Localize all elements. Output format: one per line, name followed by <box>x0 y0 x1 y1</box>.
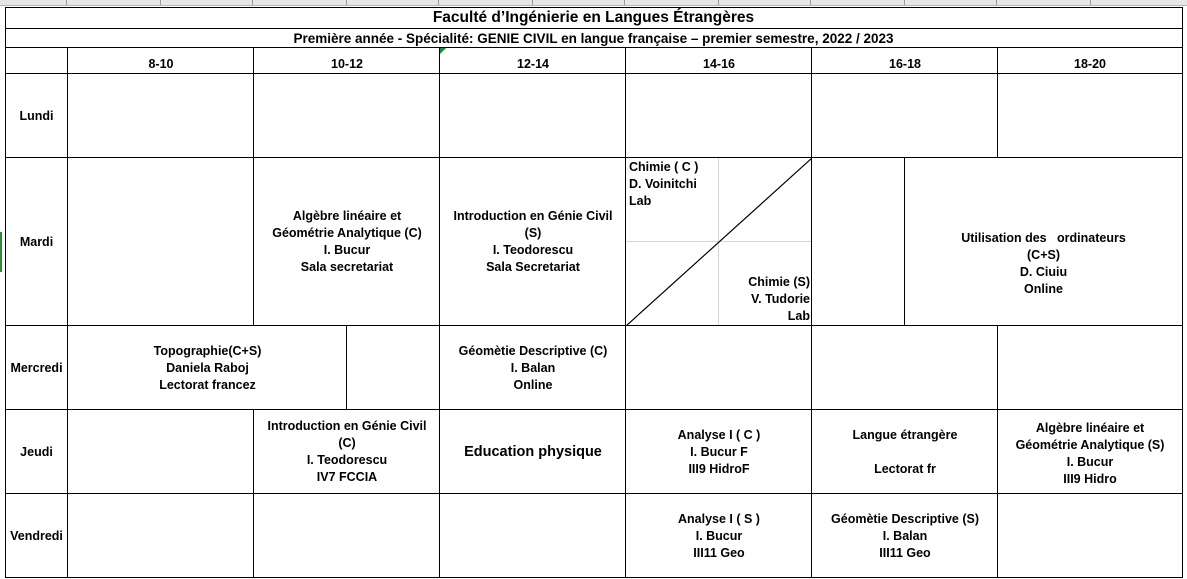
course-title: Introduction en Génie Civil <box>267 419 427 433</box>
grid-line <box>5 73 1183 74</box>
course-title: Géométrie Analytique (C) <box>272 226 422 240</box>
course-vendredi-analyse <box>626 494 812 578</box>
time-slot-label: 14-16 <box>703 56 735 71</box>
course-mercredi-topographie <box>68 326 347 410</box>
course-title: Topographie(C+S) <box>153 343 262 358</box>
course-teacher: I. Bucur <box>323 243 371 257</box>
course-title: Chimie (S) <box>748 275 810 289</box>
course-room: IV7 FCCIA <box>316 470 378 484</box>
course-jeudi-education <box>440 410 626 494</box>
diagonal-split-line <box>626 158 812 326</box>
time-slot-header <box>812 54 998 74</box>
course-teacher: I. Balan <box>510 360 556 375</box>
course-title: Géométrie Analytique (S) <box>1015 438 1165 452</box>
grid-line <box>625 47 626 578</box>
course-room: Lectorat francez <box>159 377 256 392</box>
course-teacher: I. Teodorescu <box>306 453 388 467</box>
time-slot-header <box>626 54 812 74</box>
page-title-text: Faculté d’Ingénierie en Langues Étrangères <box>432 9 755 26</box>
page-subtitle-text: Première année - Spécialité: GENIE CIVIL en langue française – premier semestre, 2022 / 2023 <box>293 30 894 46</box>
time-slot-header <box>68 54 254 74</box>
grid-line <box>253 409 254 578</box>
day-label-text: Jeudi <box>20 444 53 459</box>
time-slot-header <box>254 54 440 74</box>
course-teacher: I. Bucur <box>1066 455 1114 469</box>
grid-line <box>346 325 347 410</box>
time-slot-label: 16-18 <box>889 56 921 71</box>
time-slot-label: 18-20 <box>1074 56 1106 71</box>
day-label-text: Mardi <box>19 234 54 249</box>
course-jeudi-algebre <box>998 410 1182 494</box>
day-label-mardi <box>5 158 68 326</box>
course-jeudi-intro <box>254 410 440 494</box>
day-label-mercredi <box>5 326 68 410</box>
course-mardi-intro <box>440 158 626 326</box>
course-title: Algèbre linéaire et <box>1035 421 1145 435</box>
selection-indicator <box>0 232 2 272</box>
day-label-vendredi <box>5 494 68 578</box>
grid-line <box>5 493 1183 494</box>
time-slot-label: 8-10 <box>148 56 174 71</box>
page-title <box>5 7 1182 28</box>
time-slot-label: 10-12 <box>331 56 363 71</box>
course-title: Géomètie Descriptive (C) <box>458 343 608 358</box>
course-room: Online <box>513 377 553 392</box>
course-title: Géomètie Descriptive (S) <box>831 511 979 526</box>
day-label-text: Mercredi <box>10 360 63 375</box>
course-teacher: D. Ciuiu <box>1019 265 1068 279</box>
day-label-text: Vendredi <box>10 528 63 543</box>
grid-line <box>5 28 1183 29</box>
course-title: Introduction en Génie Civil <box>453 209 613 223</box>
grid-line <box>5 7 1183 8</box>
grid-line <box>5 7 6 578</box>
grid-line <box>5 409 1183 410</box>
course-teacher: I. Bucur <box>695 528 743 543</box>
course-jeudi-langue <box>812 410 998 494</box>
course-room: Lab <box>787 309 810 323</box>
spreadsheet-column-header-strip <box>0 0 1187 6</box>
course-room: Lectorat fr <box>874 461 936 476</box>
grid-line <box>67 47 68 578</box>
course-teacher: I. Bucur F <box>690 444 748 459</box>
course-vendredi-geometrie <box>812 494 998 578</box>
course-teacher: Daniela Raboj <box>166 360 249 375</box>
course-room: III11 Geo <box>693 545 745 560</box>
grid-line <box>5 325 1183 326</box>
course-title: Analyse I ( C ) <box>677 427 761 442</box>
grid-line <box>439 47 440 578</box>
grid-line <box>997 325 998 578</box>
course-room: Online <box>1024 282 1063 296</box>
course-title: Algèbre linéaire et <box>292 209 402 223</box>
course-title: Education physique <box>464 443 602 460</box>
grid-line <box>811 47 812 578</box>
grid-line <box>5 47 1183 48</box>
day-label-text: Lundi <box>19 108 54 123</box>
time-slot-label: 12-14 <box>517 56 549 71</box>
grid-line <box>1182 7 1183 578</box>
day-label-jeudi <box>5 410 68 494</box>
course-teacher: I. Balan <box>882 528 928 543</box>
course-teacher: V. Tudorie <box>750 292 810 306</box>
course-type: (C) <box>338 436 356 450</box>
course-title: Langue étrangère <box>852 427 958 442</box>
course-mardi-ordinateurs <box>905 158 1182 326</box>
course-room: Sala secretariat <box>300 260 394 274</box>
time-slot-header <box>998 54 1182 74</box>
course-jeudi-analyse <box>626 410 812 494</box>
course-type: (S) <box>524 226 542 240</box>
day-label-lundi <box>5 74 68 158</box>
course-mardi-algebre <box>254 158 440 326</box>
course-room: Sala Secretariat <box>486 260 580 274</box>
course-room: III11 Geo <box>879 545 931 560</box>
course-title: Utilisation des ordinateurs <box>961 231 1126 245</box>
course-room: Lab <box>629 194 652 208</box>
grid-line <box>253 47 254 326</box>
course-teacher: D. Voinitchi <box>629 177 697 191</box>
grid-line <box>997 47 998 158</box>
grid-line <box>5 157 1183 158</box>
grid-line <box>5 577 1183 578</box>
page-subtitle <box>5 28 1182 48</box>
course-mercredi-geometrie <box>440 326 626 410</box>
course-teacher: I. Teodorescu <box>492 243 574 257</box>
course-type: (C+S) <box>1027 248 1060 262</box>
cell-comment-marker <box>440 48 446 54</box>
time-slot-header <box>440 54 626 74</box>
course-title: Analyse I ( S ) <box>678 511 760 526</box>
course-room: III9 HidroF <box>688 461 750 476</box>
grid-line <box>904 157 905 326</box>
course-room: III9 Hidro <box>1063 472 1117 486</box>
course-title: Chimie ( C ) <box>629 160 699 174</box>
